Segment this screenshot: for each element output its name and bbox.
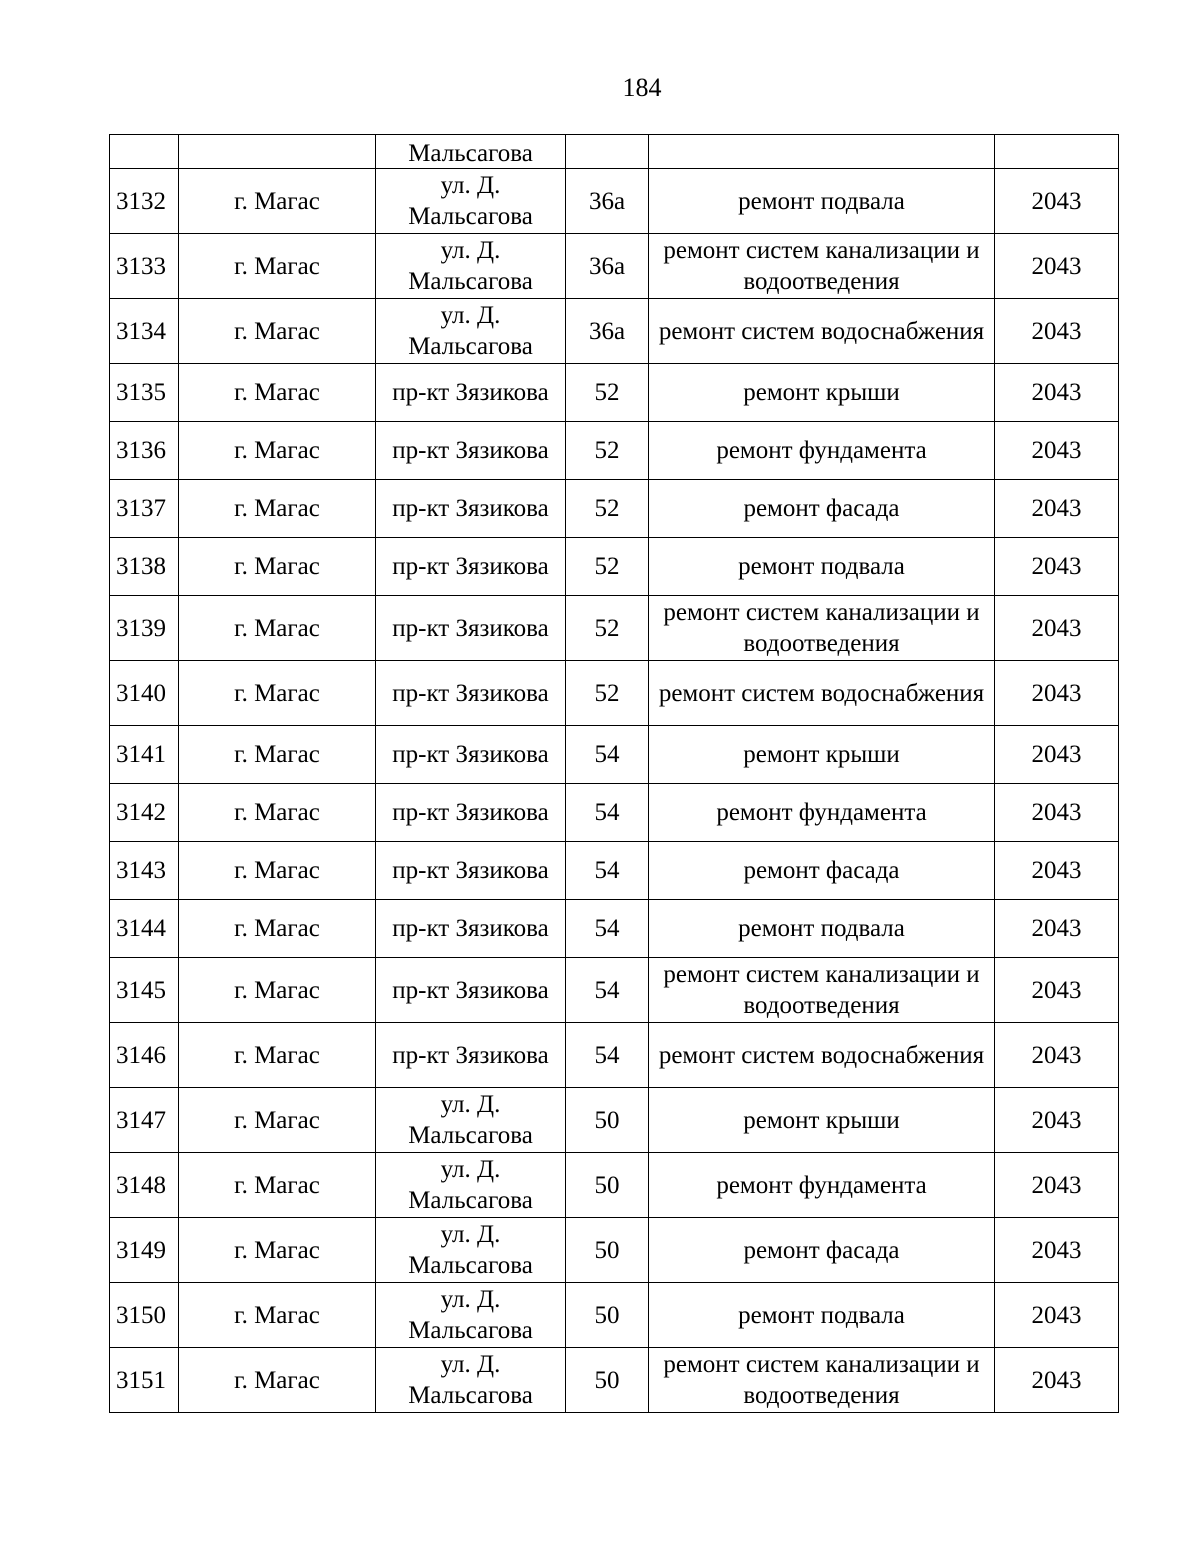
table-body	[110, 135, 1119, 1413]
table-row	[110, 1088, 1119, 1153]
cell-street: пр-кт Зязикова	[376, 842, 566, 900]
cell-house: 54	[566, 958, 649, 1023]
cell-street: ул. Д. Мальсагова	[376, 234, 566, 299]
cell-house: 54	[566, 842, 649, 900]
cell-num: 3140	[110, 661, 179, 726]
table-row	[110, 480, 1119, 538]
cell-house: 50	[566, 1153, 649, 1218]
cell-city: г. Магас	[179, 364, 376, 422]
table-row	[110, 661, 1119, 726]
cell-year: 2043	[995, 784, 1119, 842]
table-row	[110, 1023, 1119, 1088]
cell-year: 2043	[995, 958, 1119, 1023]
cell-street: ул. Д. Мальсагова	[376, 1153, 566, 1218]
cell-year: 2043	[995, 1153, 1119, 1218]
cell-work: ремонт подвала	[649, 169, 995, 234]
cell-street: ул. Д. Мальсагова	[376, 1283, 566, 1348]
cell-work: ремонт систем канализации и водоотведения	[649, 958, 995, 1023]
table-row	[110, 169, 1119, 234]
cell-house: 50	[566, 1218, 649, 1283]
cell-house: 36а	[566, 169, 649, 234]
cell-street: Мальсагова	[376, 135, 566, 169]
cell-year: 2043	[995, 299, 1119, 364]
cell-street: пр-кт Зязикова	[376, 480, 566, 538]
cell-city: г. Магас	[179, 842, 376, 900]
cell-year: 2043	[995, 364, 1119, 422]
cell-num: 3141	[110, 726, 179, 784]
cell-work: ремонт крыши	[649, 1088, 995, 1153]
cell-work: ремонт фасада	[649, 1218, 995, 1283]
cell-num: 3145	[110, 958, 179, 1023]
cell-work: ремонт фундамента	[649, 1153, 995, 1218]
cell-num: 3139	[110, 596, 179, 661]
cell-house: 36а	[566, 299, 649, 364]
cell-num: 3148	[110, 1153, 179, 1218]
cell-street: пр-кт Зязикова	[376, 900, 566, 958]
cell-street: пр-кт Зязикова	[376, 784, 566, 842]
cell-house: 52	[566, 596, 649, 661]
cell-num: 3147	[110, 1088, 179, 1153]
cell-num: 3138	[110, 538, 179, 596]
cell-street: ул. Д. Мальсагова	[376, 1348, 566, 1413]
table-row	[110, 958, 1119, 1023]
cell-year: 2043	[995, 1348, 1119, 1413]
cell-num	[110, 135, 179, 169]
cell-num: 3137	[110, 480, 179, 538]
cell-num: 3149	[110, 1218, 179, 1283]
cell-num: 3150	[110, 1283, 179, 1348]
cell-work: ремонт систем канализации и водоотведения	[649, 1348, 995, 1413]
cell-num: 3136	[110, 422, 179, 480]
cell-city: г. Магас	[179, 1088, 376, 1153]
cell-work: ремонт фасада	[649, 480, 995, 538]
continuation-row	[110, 135, 1119, 169]
cell-city: г. Магас	[179, 958, 376, 1023]
cell-city: г. Магас	[179, 234, 376, 299]
cell-year: 2043	[995, 596, 1119, 661]
cell-year: 2043	[995, 169, 1119, 234]
cell-year: 2043	[995, 661, 1119, 726]
cell-work: ремонт подвала	[649, 900, 995, 958]
table-row	[110, 596, 1119, 661]
cell-num: 3151	[110, 1348, 179, 1413]
cell-work	[649, 135, 995, 169]
cell-work: ремонт подвала	[649, 538, 995, 596]
cell-street: пр-кт Зязикова	[376, 538, 566, 596]
cell-city	[179, 135, 376, 169]
cell-work: ремонт систем канализации и водоотведения	[649, 596, 995, 661]
table-row	[110, 538, 1119, 596]
cell-work: ремонт систем канализации и водоотведения	[649, 234, 995, 299]
table-row	[110, 726, 1119, 784]
cell-street: пр-кт Зязикова	[376, 726, 566, 784]
cell-year: 2043	[995, 538, 1119, 596]
cell-year: 2043	[995, 1218, 1119, 1283]
cell-year: 2043	[995, 1023, 1119, 1088]
cell-street: ул. Д. Мальсагова	[376, 299, 566, 364]
cell-year	[995, 135, 1119, 169]
cell-num: 3144	[110, 900, 179, 958]
cell-city: г. Магас	[179, 784, 376, 842]
table-row	[110, 784, 1119, 842]
cell-street: ул. Д. Мальсагова	[376, 1088, 566, 1153]
cell-city: г. Магас	[179, 480, 376, 538]
cell-work: ремонт систем водоснабжения	[649, 299, 995, 364]
table-row	[110, 299, 1119, 364]
cell-city: г. Магас	[179, 169, 376, 234]
cell-street: пр-кт Зязикова	[376, 422, 566, 480]
cell-num: 3132	[110, 169, 179, 234]
cell-num: 3133	[110, 234, 179, 299]
cell-house: 36а	[566, 234, 649, 299]
cell-street: ул. Д. Мальсагова	[376, 1218, 566, 1283]
cell-house	[566, 135, 649, 169]
cell-street: ул. Д. Мальсагова	[376, 169, 566, 234]
cell-street: пр-кт Зязикова	[376, 958, 566, 1023]
cell-city: г. Магас	[179, 1218, 376, 1283]
cell-house: 54	[566, 784, 649, 842]
cell-city: г. Магас	[179, 1283, 376, 1348]
cell-year: 2043	[995, 480, 1119, 538]
cell-city: г. Магас	[179, 299, 376, 364]
cell-num: 3142	[110, 784, 179, 842]
cell-city: г. Магас	[179, 422, 376, 480]
cell-num: 3146	[110, 1023, 179, 1088]
cell-street: пр-кт Зязикова	[376, 661, 566, 726]
cell-year: 2043	[995, 1088, 1119, 1153]
cell-work: ремонт подвала	[649, 1283, 995, 1348]
cell-house: 50	[566, 1088, 649, 1153]
cell-house: 52	[566, 661, 649, 726]
cell-year: 2043	[995, 842, 1119, 900]
cell-city: г. Магас	[179, 1348, 376, 1413]
table-row	[110, 364, 1119, 422]
cell-city: г. Магас	[179, 661, 376, 726]
cell-num: 3143	[110, 842, 179, 900]
cell-num: 3134	[110, 299, 179, 364]
table-row	[110, 842, 1119, 900]
cell-work: ремонт крыши	[649, 726, 995, 784]
cell-city: г. Магас	[179, 900, 376, 958]
table-row	[110, 1218, 1119, 1283]
cell-house: 50	[566, 1283, 649, 1348]
cell-house: 52	[566, 538, 649, 596]
cell-num: 3135	[110, 364, 179, 422]
cell-house: 54	[566, 726, 649, 784]
cell-house: 52	[566, 480, 649, 538]
cell-house: 52	[566, 364, 649, 422]
table-row	[110, 234, 1119, 299]
repair-schedule-table	[109, 134, 1119, 1413]
cell-city: г. Магас	[179, 726, 376, 784]
cell-year: 2043	[995, 726, 1119, 784]
table-row	[110, 422, 1119, 480]
cell-city: г. Магас	[179, 538, 376, 596]
cell-work: ремонт крыши	[649, 364, 995, 422]
cell-work: ремонт фундамента	[649, 422, 995, 480]
cell-year: 2043	[995, 234, 1119, 299]
cell-city: г. Магас	[179, 1023, 376, 1088]
cell-work: ремонт фасада	[649, 842, 995, 900]
cell-house: 54	[566, 1023, 649, 1088]
cell-house: 52	[566, 422, 649, 480]
cell-house: 54	[566, 900, 649, 958]
table-row	[110, 1153, 1119, 1218]
page-number: 184	[622, 73, 662, 102]
table-row	[110, 1283, 1119, 1348]
cell-year: 2043	[995, 1283, 1119, 1348]
cell-city: г. Магас	[179, 596, 376, 661]
cell-year: 2043	[995, 422, 1119, 480]
cell-work: ремонт фундамента	[649, 784, 995, 842]
cell-house: 50	[566, 1348, 649, 1413]
cell-street: пр-кт Зязикова	[376, 596, 566, 661]
cell-street: пр-кт Зязикова	[376, 364, 566, 422]
cell-city: г. Магас	[179, 1153, 376, 1218]
cell-work: ремонт систем водоснабжения	[649, 661, 995, 726]
cell-year: 2043	[995, 900, 1119, 958]
cell-work: ремонт систем водоснабжения	[649, 1023, 995, 1088]
table-row	[110, 1348, 1119, 1413]
table-row	[110, 900, 1119, 958]
cell-street: пр-кт Зязикова	[376, 1023, 566, 1088]
